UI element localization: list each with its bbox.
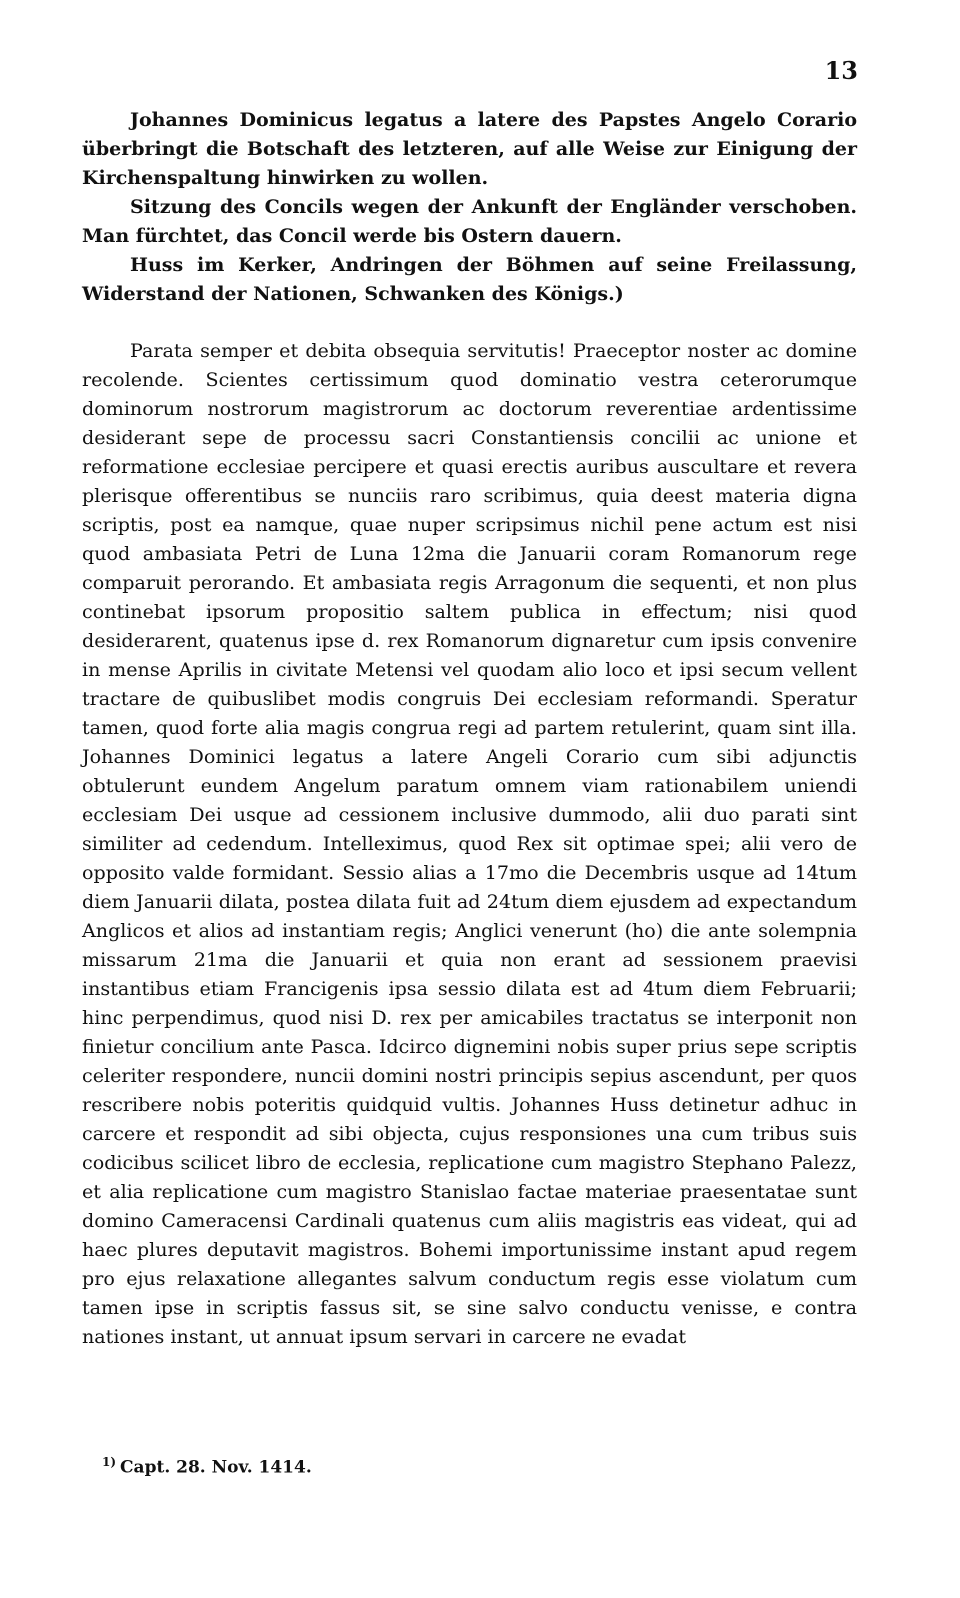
summary-paragraph: Johannes Dominicus legatus a latere des Papstes Angelo Corario überbringt die Botschaft des letzteren, auf alle Weise zur Einigung der Kirchenspaltung hinwirken zu wollen. [82, 109, 857, 189]
footnote-marker: 1) [102, 1455, 117, 1469]
summary-paragraph: Sitzung des Concils wegen der Ankunft der Engländer verschoben. Man fürchtet, das Concil werde bis Ostern dauern. [82, 196, 857, 247]
page-number: 13 [824, 56, 858, 85]
footnote-text: Capt. 28. Nov. 1414. [120, 1457, 312, 1478]
summary-paragraph: Huss im Kerker, Andringen der Böhmen auf seine Freilassung, Widerstand der Nationen, Schwanken des Königs.) [82, 254, 857, 305]
footnote [102, 1455, 312, 1478]
letter-body [82, 336, 857, 1351]
chapter-summary [82, 106, 857, 309]
letter-paragraph: Parata semper et debita obsequia servitutis! Praeceptor noster ac domine recolende. Scientes certissimum quod dominatio vestra ceterorumque dominorum nostrorum magistrorum ac doctorum reverentiae ardentissime desiderant sepe de processu sacri Constantiensis concilii ac unione et reformatione ecclesiae percipere et quasi erectis auribus auscultare et revera plerisque offerentibus se nunciis raro scribimus, quia deest materia digna scriptis, post ea namque, quae nuper scripsimus nichil pene actum est nisi quod ambasiata Petri de Luna 12ma die Januarii coram Romanorum rege comparuit perorando. Et ambasiata regis Arragonum die sequenti, et non plus continebat ipsorum propositio saltem publica in effectum; nisi quod desiderarent, quatenus ipse d. rex Romanorum dignaretur cum ipsis convenire in mense Aprilis in civitate Metensi vel quodam alio loco et ipsi secum vellent tractare de quibuslibet modis congruis Dei ecclesiam reformandi. Speratur tamen, quod forte alia magis congrua regi ad partem retulerint, quam sint illa. Johannes Dominici legatus a latere Angeli Corario cum sibi adjunctis obtulerunt eundem Angelum paratum omnem viam rationabilem uniendi ecclesiam Dei usque ad cessionem inclusive dummodo, alii duo parati sint similiter ad cedendum. Intelleximus, quod Rex sit optimae spei; alii vero de opposito valde formidant. Sessio alias a 17mo die Decembris usque ad 14tum diem Januarii dilata, postea dilata fuit ad 24tum diem ejusdem ad expectandum Anglicos et alios ad instantiam regis; Anglici venerunt (ho) die ante solempnia missarum 21ma die Januarii et quia non erant ad sessionem praevisi instantibus etiam Francigenis ipsa sessio dilata est ad 4tum diem Februarii; hinc perpendimus, quod nisi D. rex per amicabiles tractatus se interponit non finietur concilium ante Pasca. Idcirco dignemini nobis super prius sepe scriptis celeriter respondere, nuncii domini nostri principis sepius ascendunt, per quos rescribere nobis poteritis quidquid vultis. Johannes Huss detinetur adhuc in carcere et respondit ad sibi objecta, cujus responsiones una cum tribus suis codicibus scilicet libro de ecclesia, replicatione cum magistro Stephano Palezz, et alia replicatione cum magistro Stanislao factae materiae praesentatae sunt domino Cameracensi Cardinali quatenus cum aliis magistris eas videat, qui ad haec plures deputavit magistros. Bohemi importunissime instant apud regem pro ejus relaxatione allegantes salvum conductum regis esse violatum cum tamen ipse in scriptis fassus sit, se sine salvo conductu venisse, e contra nationes instant, ut annuat ipsum servari in carcere ne evadat [82, 339, 857, 1348]
